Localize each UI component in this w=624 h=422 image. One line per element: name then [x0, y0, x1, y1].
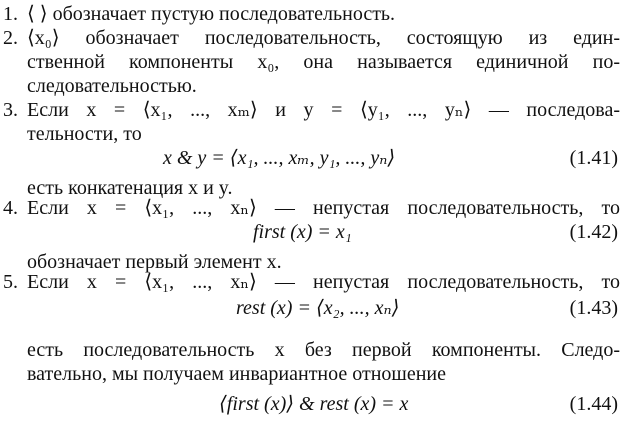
item-text: есть последовательность x без первой компоненты. Следо- — [27, 339, 620, 361]
item-text: следовательностью. — [27, 75, 197, 97]
item-text: Если x = ⟨x₁, ..., xₙ⟩ — непустая последовательность, то — [27, 271, 620, 293]
item-text: ⟨ ⟩ обозначает пустую последовательность. — [27, 3, 396, 25]
formula-1-41: x & y = ⟨x₁, ..., xₘ, y₁, ..., yₙ⟩ — [163, 147, 396, 169]
equation-number: (1.41) — [569, 147, 618, 169]
item-number: 4. — [3, 197, 18, 219]
item-text: тельности, то — [27, 123, 142, 145]
formula-1-44: ⟨first (x)⟩ & rest (x) = x — [219, 393, 409, 415]
item-text: ственной компоненты x₀, она называется единичной по- — [27, 51, 620, 73]
item-text: Если x = ⟨x₁, ..., xₘ⟩ и y = ⟨y₁, ..., yₙ⟩ — последова- — [27, 99, 620, 121]
equation-number: (1.44) — [569, 393, 618, 415]
formula-1-43: rest (x) = ⟨x₂, ..., xₙ⟩ — [236, 297, 400, 319]
item-number: 5. — [3, 271, 18, 293]
equation-number: (1.43) — [569, 297, 618, 319]
equation-number: (1.42) — [569, 221, 618, 243]
item-number: 3. — [3, 99, 18, 121]
item-text: вательно, мы получаем инвариантное отношение — [27, 363, 446, 385]
item-number: 1. — [3, 3, 18, 25]
item-text: есть конкатенация x и y. — [27, 177, 233, 199]
item-text: Если x = ⟨x₁, ..., xₙ⟩ — непустая последовательность, то — [27, 197, 620, 219]
item-text: обозначает первый элемент x. — [27, 251, 282, 273]
item-number: 2. — [3, 27, 18, 49]
formula-1-42: first (x) = x₁ — [253, 221, 352, 243]
item-text: ⟨x₀⟩ обозначает последовательность, состоящую из един- — [27, 27, 620, 49]
